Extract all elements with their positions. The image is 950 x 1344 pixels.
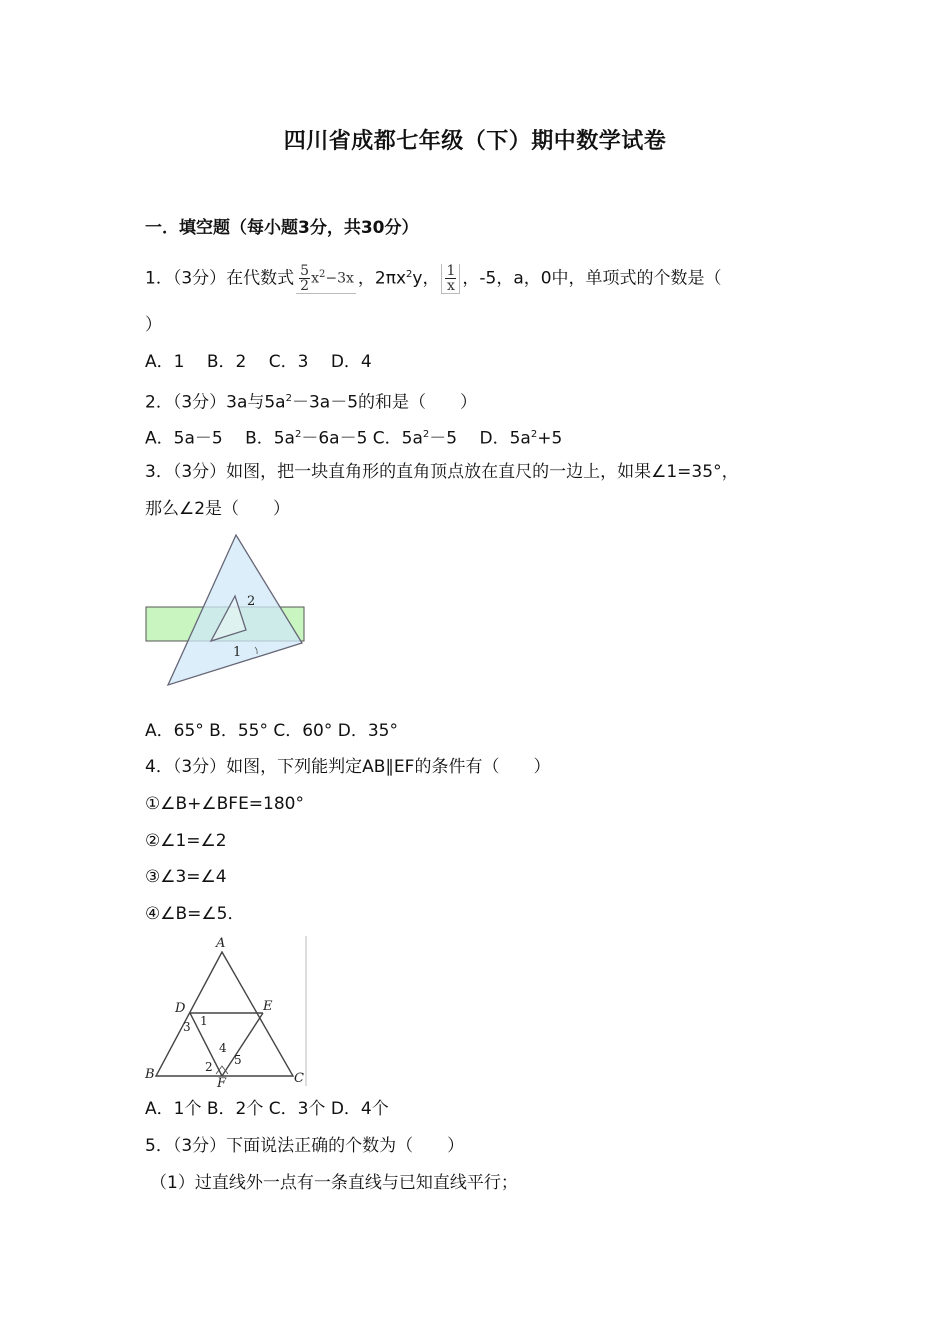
q4-condition-4: ④∠B=∠5． <box>145 904 245 924</box>
angle-1-label: 1 <box>233 645 242 660</box>
q3-options: A．65° B．55° C．60° D．35° <box>145 721 398 741</box>
label-f: F <box>217 1076 227 1088</box>
question-4: 4．（3分）如图，下列能判定AB∥EF的条件有（ ） <box>145 757 551 777</box>
label-c: C <box>294 1071 304 1086</box>
angle-2-label: 2 <box>247 594 256 609</box>
question-3-line-1: 3．（3分）如图，把一块直角形的直角顶点放在直尺的一边上，如果∠1=35°， <box>145 462 739 482</box>
q1-expression-fraction: $\frac{1}{x}$ <box>441 264 460 294</box>
angle-4-label: 4 <box>219 1041 227 1055</box>
angle-5-label: 5 <box>234 1053 242 1067</box>
q4-condition-3: ③∠3=∠4 <box>145 867 227 887</box>
question-2: 2．（3分）3a与$5a^2-3a-5$的和是（ ） <box>145 392 478 413</box>
ruler-triangle-figure <box>145 530 307 690</box>
page-title: 四川省成都七年级（下）期中数学试卷 <box>283 129 667 154</box>
q2-options: A．5a－5 B．$5a^2-6a-5$ C．$5a^2-5$ D．$5a^2+5$ <box>145 428 563 449</box>
question-3-line-2: 那么∠2是（ ） <box>145 499 291 519</box>
label-b: B <box>145 1067 155 1082</box>
q1-suffix: ，‐5，a，0中，单项式的个数是（ <box>462 268 722 289</box>
label-a: A <box>216 936 226 951</box>
angle-1-label: 1 <box>200 1014 208 1028</box>
angle-2-label: 2 <box>205 1060 213 1074</box>
label-d: D <box>175 1001 186 1016</box>
q4-condition-1: ①∠B+∠BFE=180° <box>145 794 305 814</box>
question-1: 1．（3分）在代数式 $\frac{5}{2}$ $x^2-3x$ ，$2\pi x^2y$， $\frac{1}{x}$ ，‐5，a，0中，单项式的个数是（ <box>145 262 722 295</box>
segment-ef <box>222 1013 263 1076</box>
question-5: 5．（3分）下面说法正确的个数为（ ） <box>145 1136 465 1156</box>
triangle-parallel-figure <box>143 934 309 1088</box>
q4-options: A．1个 B．2个 C．3个 D．4个 <box>145 1099 389 1119</box>
label-e: E <box>263 999 273 1014</box>
section-heading: 一．填空题（每小题3分，共30分） <box>145 218 419 238</box>
q1-prefix: 1．（3分）在代数式 <box>145 268 295 289</box>
angle-3-label: 3 <box>183 1020 191 1034</box>
q1-expression-1: $\frac{5}{2}$ $x^2-3x$ <box>296 263 356 294</box>
q1-options: A．1 B．2 C．3 D．4 <box>145 352 372 372</box>
q5-item-1: （1）过直线外一点有一条直线与已知直线平行； <box>150 1173 518 1193</box>
q1-continuation: ） <box>145 315 162 335</box>
q4-condition-2: ②∠1=∠2 <box>145 831 227 851</box>
